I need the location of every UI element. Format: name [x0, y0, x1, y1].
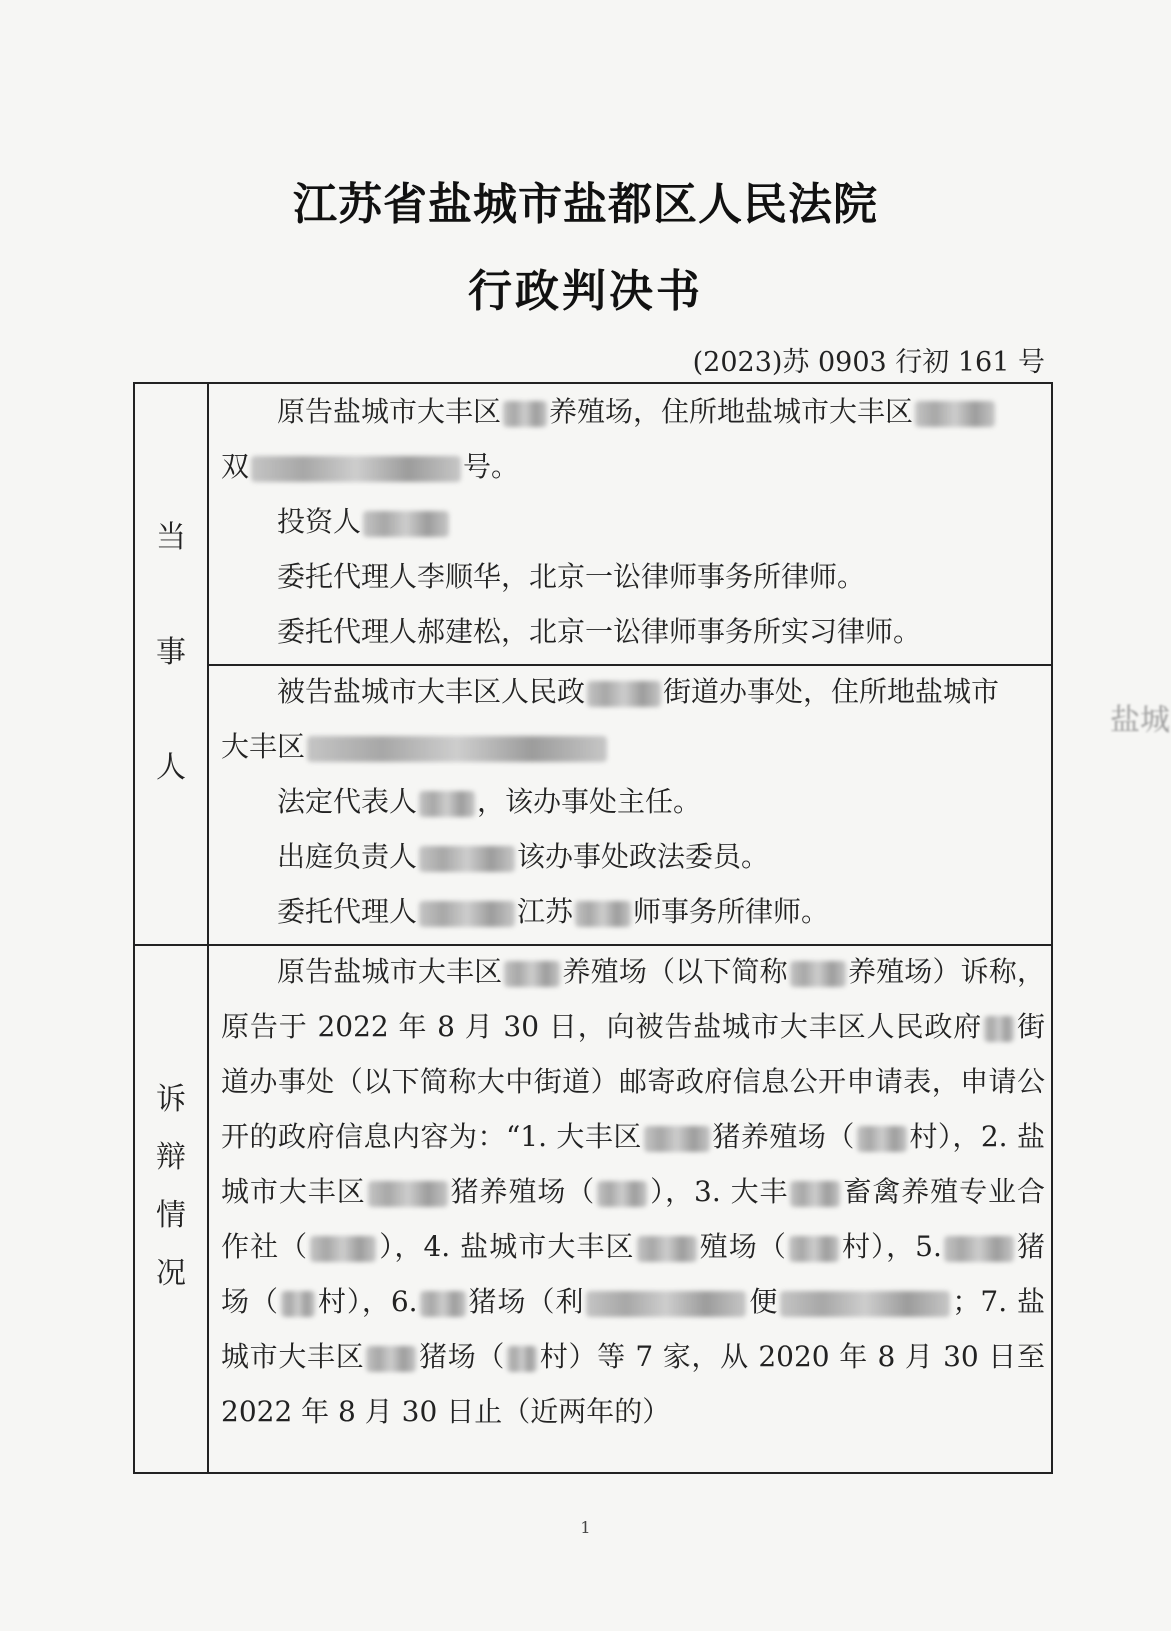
redaction	[419, 791, 475, 817]
redaction	[915, 401, 995, 427]
plaintiff-block	[221, 384, 1045, 659]
parties-section-label: 当 事 人	[156, 520, 186, 785]
claims-paragraph: 原告盐城市大丰区 养殖场（以下简称 养殖场）诉称，原告于 2022 年 8 月 30 日，向被告盐城市大丰区人民政府 街道办事处（以下简称大中街道）邮寄政府信息公开申请表，申请公开的政府信息内容为：“1. 大丰区 猪养殖场（ 村），2. 盐城市大丰区 猪养殖场（ ），3. 大丰 畜禽养殖专业合作社（ ），4. 盐城市大丰区 殖场（ 村），5. 猪场（ 村），6. 猪场（利 便 ；7. 盐城市大丰区 猪场（ 村）等 7 家，从 2020 年 8 月 30 日至 2022 年 8 月 30 日止（近两年的）	[221, 955, 1045, 1428]
redaction	[307, 736, 607, 762]
defendant-line-1: 被告盐城市大丰区人民政 街道办事处，住所地盐城市	[277, 675, 1000, 708]
arguments-section-label: 诉 辩 情 况	[156, 1082, 186, 1291]
plaintiff-agent-2: 委托代理人郝建松，北京一讼律师事务所实习律师。	[277, 615, 922, 648]
plaintiff-line-2: 双 号。	[221, 450, 520, 483]
defendant-block	[221, 664, 1045, 939]
table-divider-vertical	[207, 384, 209, 1472]
redaction	[503, 401, 547, 427]
plaintiff-line-1: 原告盐城市大丰区 养殖场，住所地盐城市大丰区	[221, 384, 1045, 439]
defendant-line-2: 大丰区	[221, 719, 1045, 774]
defendant-court-rep: 出庭负责人 该办事处政法委员。	[277, 840, 770, 873]
redaction	[419, 901, 515, 927]
redaction	[587, 681, 661, 707]
case-number: (2023)苏 0903 行初 161 号	[692, 347, 1045, 378]
redaction	[575, 901, 631, 927]
case-table	[133, 382, 1053, 1474]
margin-stamp-mark: 盐城	[1110, 703, 1170, 738]
document-type-title: 行政判决书	[468, 266, 703, 317]
redaction	[419, 846, 515, 872]
court-name: 江苏省盐城市盐都区人民法院	[293, 179, 878, 230]
plaintiff-investor: 投资人	[221, 494, 1045, 549]
defendant-legal-rep: 法定代表人 ，该办事处主任。	[277, 785, 702, 818]
redaction	[251, 456, 461, 482]
redaction	[363, 511, 449, 537]
defendant-agent: 委托代理人 江苏 师事务所律师。	[277, 895, 830, 928]
plaintiff-agent-1: 委托代理人李顺华，北京一讼律师事务所律师。	[277, 560, 866, 593]
claims-block	[221, 944, 1045, 1439]
page-number: 1	[580, 1518, 591, 1537]
